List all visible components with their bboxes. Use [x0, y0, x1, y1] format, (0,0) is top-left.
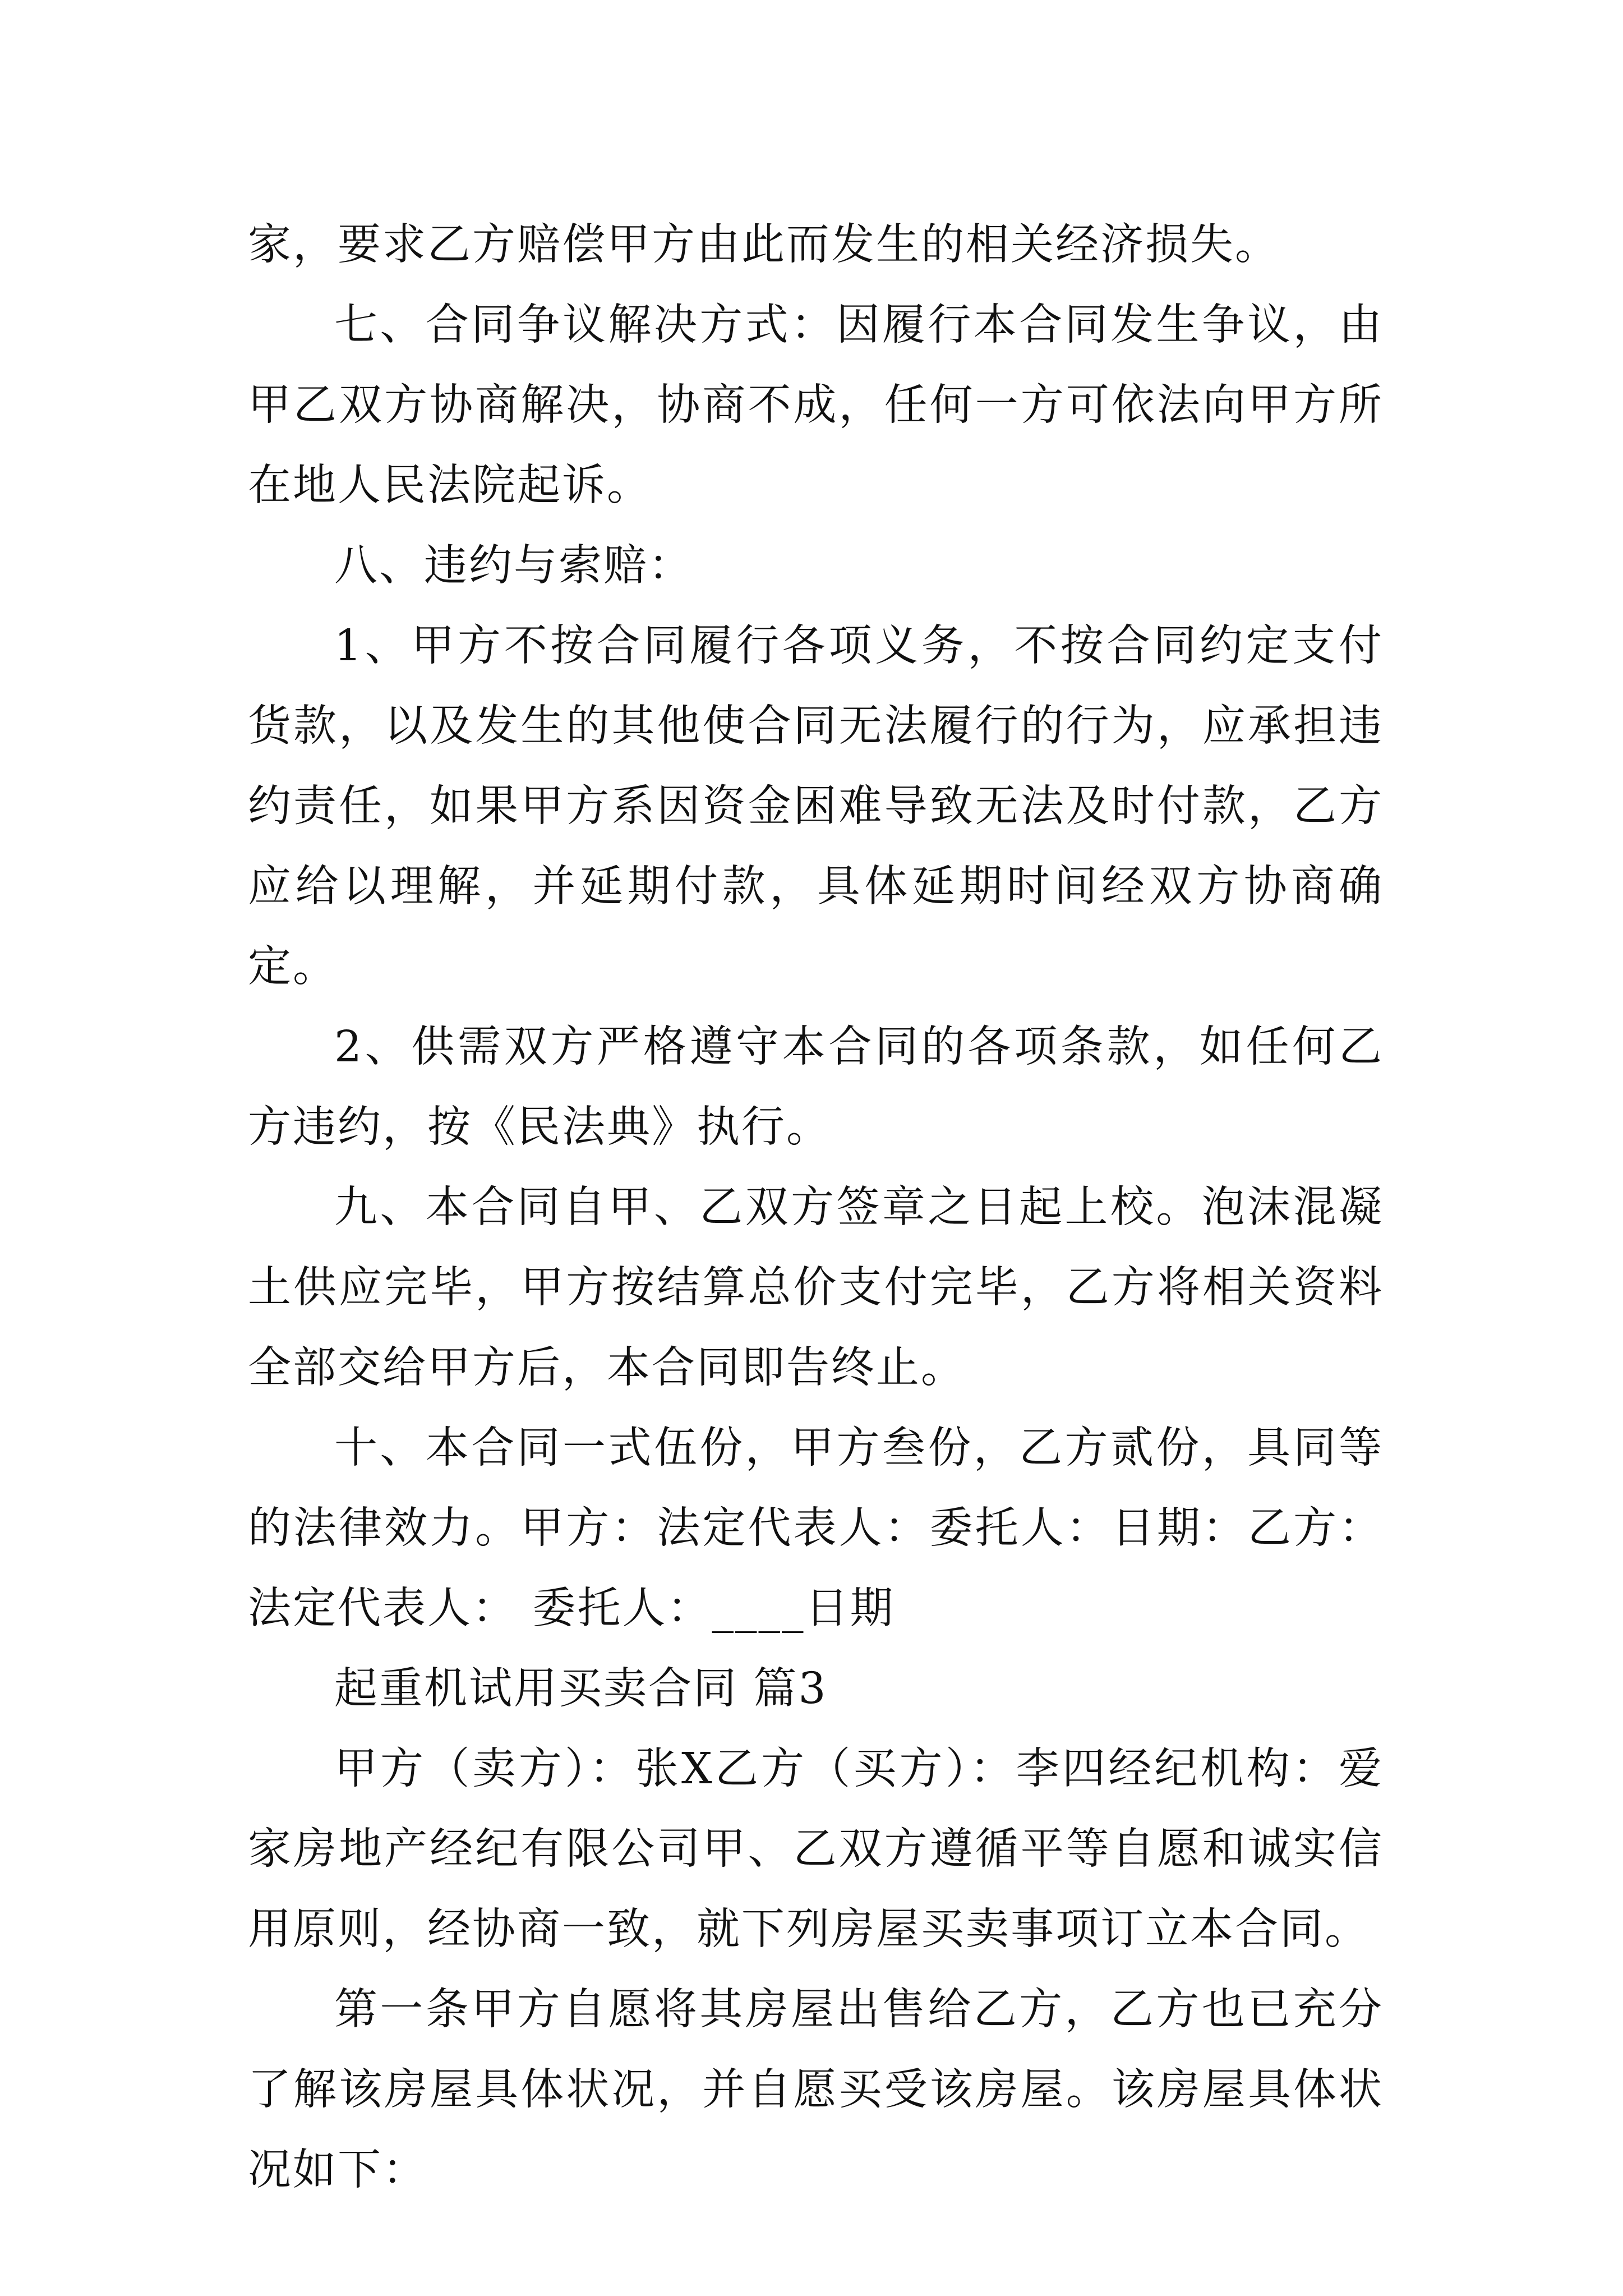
section-heading: 起重机试用买卖合同 篇3 [334, 1664, 828, 1714]
paragraph: 家，要求乙方赔偿甲方由此而发生的相关经济损失。 [248, 220, 1280, 270]
paragraph: 1、甲方不按合同履行各项义务，不按合同约定支付货款，以及发生的其他使合同无法履行的行为，应承担违约责任，如果甲方系因资金困难导致无法及时付款，乙方应给以理解，并延期付款，具体延期时间经双方协商确定。 [248, 621, 1384, 992]
paragraph: 甲方（卖方）：张X乙方（买方）：李四经纪机构：爱家房地产经纪有限公司甲、乙双方遵循平等自愿和诚实信用原则，经协商一致，就下列房屋买卖事项订立本合同。 [248, 1744, 1384, 1954]
paragraph: 2、供需双方严格遵守本合同的各项条款，如任何乙方违约，按《民法典》执行。 [248, 1022, 1384, 1152]
paragraph: 八、违约与索赔： [334, 541, 693, 591]
paragraph: 十、本合同一式伍份，甲方叁份，乙方贰份，具同等的法律效力。甲方：法定代表人：委托人：日期：乙方： 法定代表人： 委托人：____日期 [248, 1423, 1384, 1634]
paragraph: 九、本合同自甲、乙双方签章之日起上校。泡沫混凝土供应完毕，甲方按结算总价支付完毕，乙方将相关资料全部交给甲方后，本合同即告终止。 [248, 1182, 1384, 1393]
paragraph: 第一条甲方自愿将其房屋出售给乙方，乙方也已充分了解该房屋具体状况，并自愿买受该房屋。该房屋具体状况如下： [248, 1985, 1384, 2195]
paragraph: 七、合同争议解决方式：因履行本合同发生争议，由甲乙双方协商解决，协商不成，任何一方可依法向甲方所在地人民法院起诉。 [248, 300, 1384, 510]
document-body [248, 205, 1384, 2210]
